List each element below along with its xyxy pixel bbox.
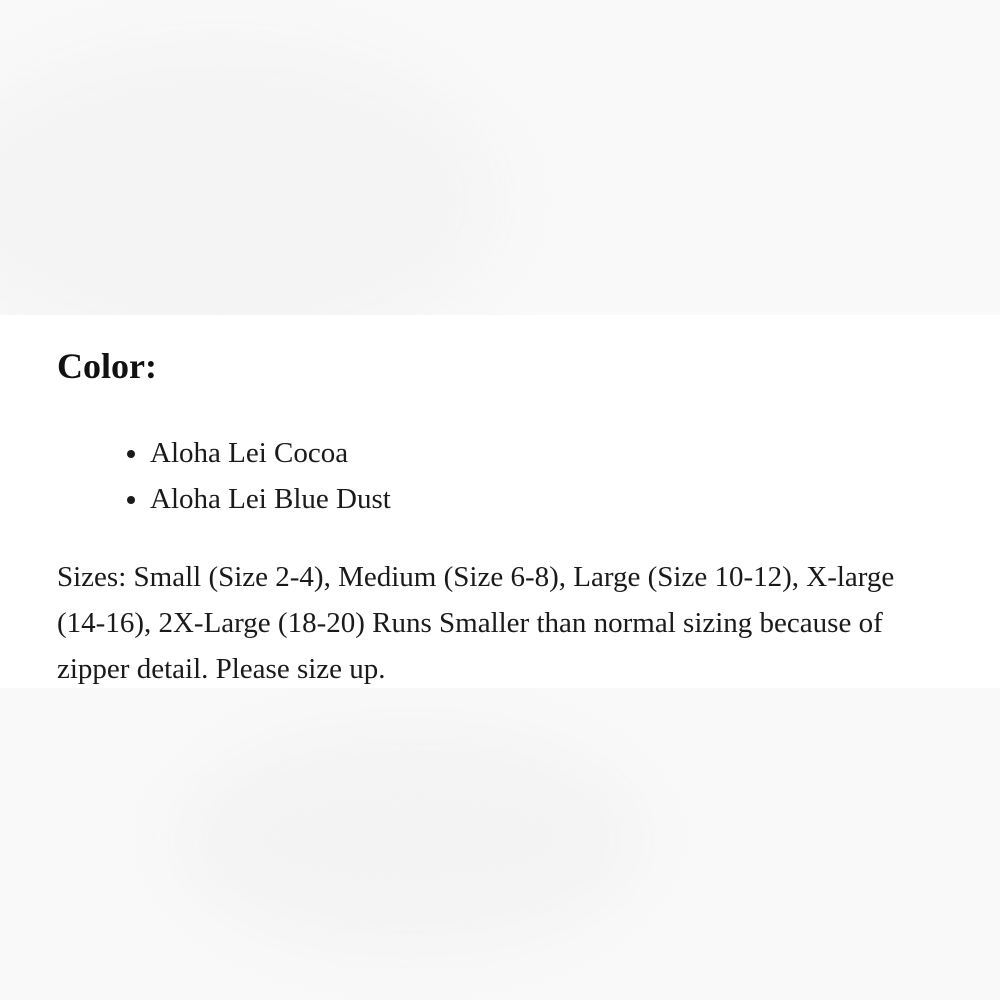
color-option-item: • Aloha Lei Blue Dust	[150, 476, 391, 522]
blurred-product-shape	[0, 40, 500, 315]
color-options-list	[57, 430, 391, 522]
product-details-panel	[57, 315, 937, 688]
top-background	[0, 0, 1000, 315]
color-option-item: • Aloha Lei Cocoa	[150, 430, 391, 476]
color-heading: Color:	[57, 346, 157, 386]
blurred-product-shape	[180, 728, 640, 948]
bottom-background	[0, 688, 1000, 1000]
sizes-description: Sizes: Small (Size 2-4), Medium (Size 6-8), Large (Size 10-12), X-large (14-16), 2X-Large (18-20) Runs Smaller than normal sizing because of zipper detail. Please size up.	[57, 561, 895, 685]
